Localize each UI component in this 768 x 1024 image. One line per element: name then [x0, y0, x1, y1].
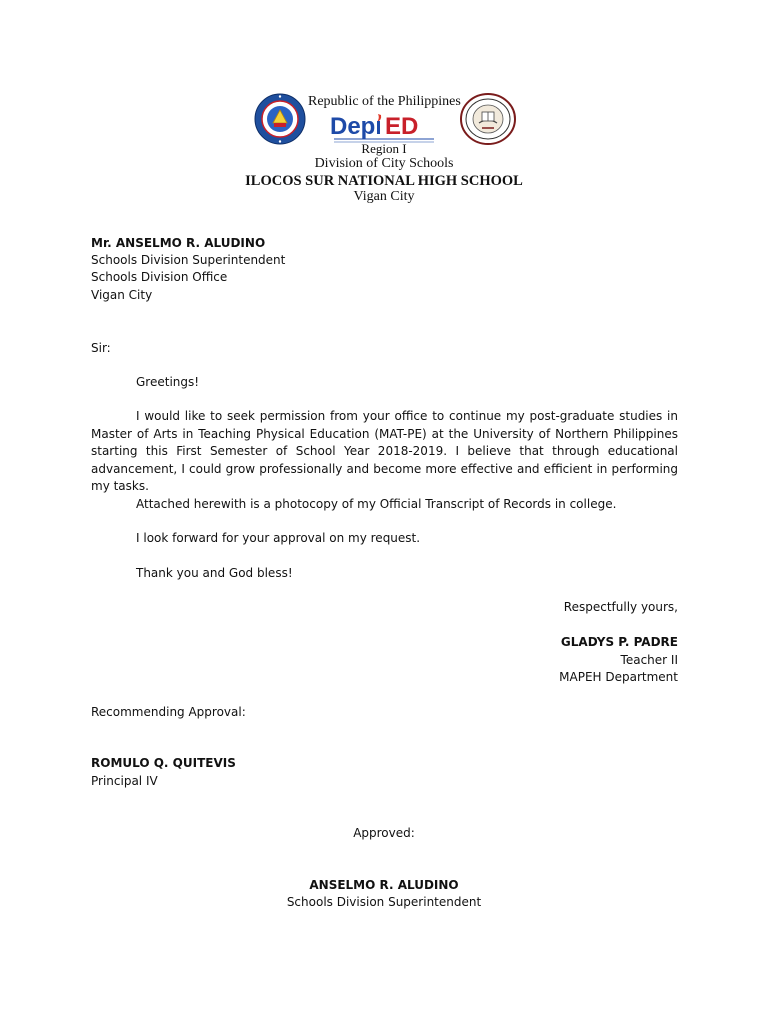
approved-label: Approved: — [353, 826, 415, 840]
division-line: Division of City Schools — [314, 156, 454, 171]
approved-name: ANSELMO R. ALUDINO — [309, 878, 459, 892]
recipient-city: Vigan City — [91, 288, 153, 302]
body-paragraph-3: I look forward for your approval on my request. — [136, 531, 421, 545]
body-paragraph-2: Attached herewith is a photocopy of my Official Transcript of Records in college. — [136, 497, 617, 511]
city-line: Vigan City — [353, 189, 415, 204]
recipient-name: Mr. ANSELMO R. ALUDINO — [91, 236, 266, 250]
body-paragraph-4: Thank you and God bless! — [136, 566, 293, 580]
signatory-position: Teacher II — [620, 653, 678, 667]
school-name: ILOCOS SUR NATIONAL HIGH SCHOOL — [245, 173, 523, 189]
deped-seal-icon — [254, 93, 306, 145]
svg-text:Dep: Dep — [330, 113, 376, 140]
salutation: Sir: — [91, 341, 111, 355]
signatory-department: MAPEH Department — [559, 670, 678, 684]
body-paragraph-1: I would like to seek permission from your office to continue my post-graduate studies in Master of Arts in Teaching Physical Education (MAT-PE) at the University of Northern Philippines starting this First Semester of School Year 2018-2019. I believe that through educational advancement, I could grow professionally and become more effective and efficient in performing my tasks. — [91, 409, 678, 493]
school-seal-icon — [460, 93, 516, 145]
closing: Respectfully yours, — [563, 600, 678, 614]
region-line: Region I — [361, 141, 407, 156]
deped-logo — [330, 112, 438, 144]
recommending-label: Recommending Approval: — [91, 705, 246, 719]
svg-text:ED: ED — [385, 113, 419, 140]
deped-logo-icon — [330, 112, 438, 144]
recommending-name: ROMULO Q. QUITEVIS — [91, 756, 236, 770]
republic-line: Republic of the Philippines — [308, 94, 461, 109]
signatory-name: GLADYS P. PADRE — [560, 635, 678, 649]
greeting: Greetings! — [136, 375, 200, 389]
recommending-position: Principal IV — [91, 774, 158, 788]
recipient-office: Schools Division Office — [91, 270, 228, 284]
recipient-title: Schools Division Superintendent — [91, 253, 286, 267]
approved-position: Schools Division Superintendent — [286, 895, 482, 909]
